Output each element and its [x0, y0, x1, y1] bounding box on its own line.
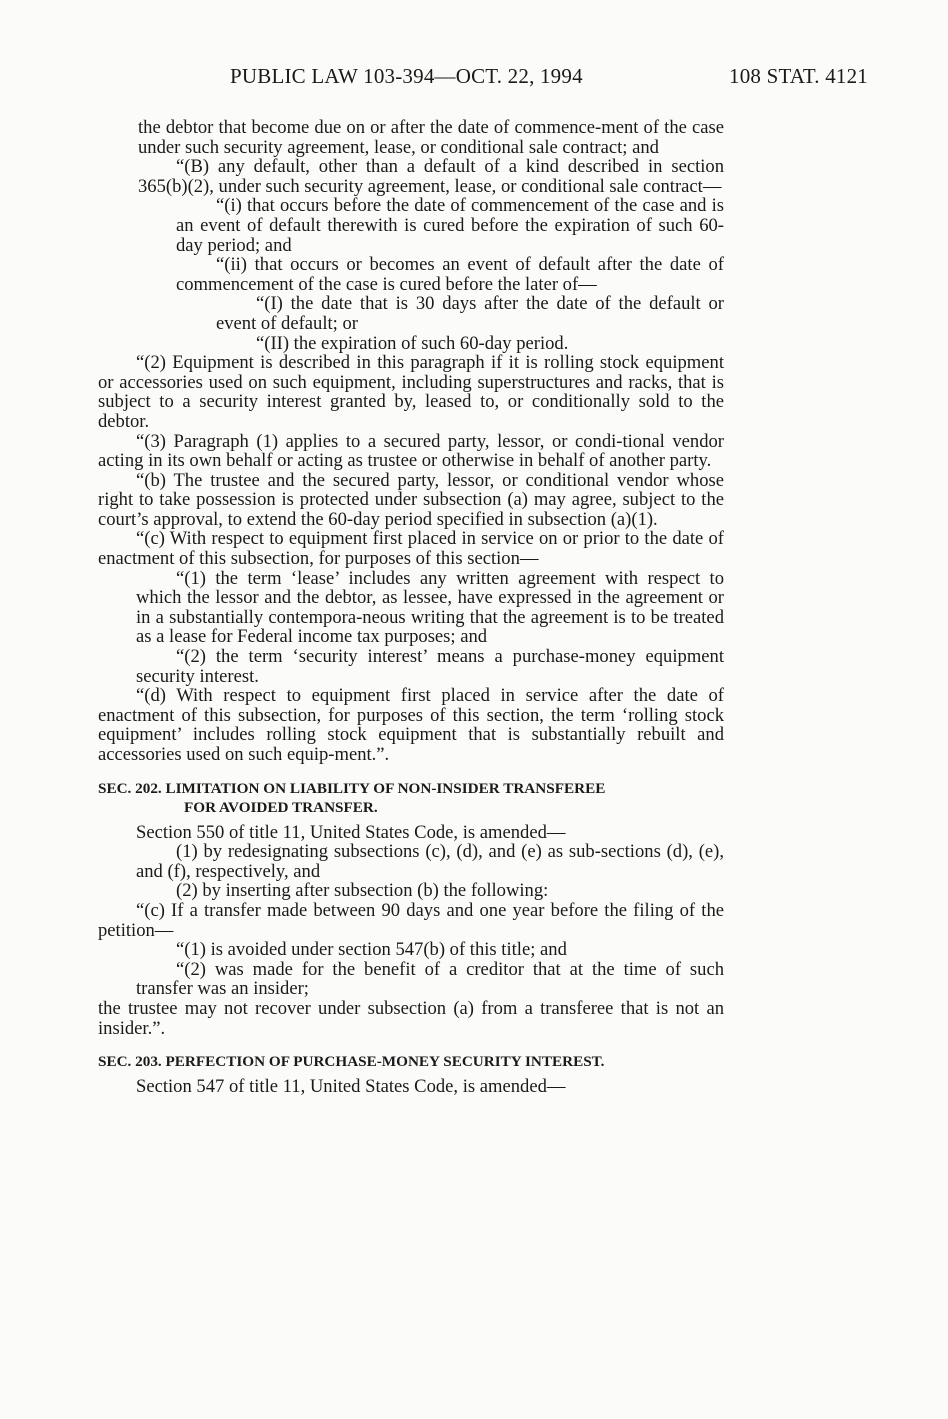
- paragraph: “(c) With respect to equipment first placed in service on or prior to the date of enactment of this subsection, for purposes of this section—: [98, 528, 724, 570]
- page-header: [230, 64, 868, 94]
- list-item: “(2) was made for the benefit of a creditor that at the time of such transfer was an insider;: [136, 958, 724, 1000]
- list-item: “(1) is avoided under section 547(b) of this title; and: [176, 939, 567, 961]
- section-intro: Section 547 of title 11, United States Code, is amended—: [136, 1076, 566, 1098]
- section-heading-202: SEC. 202. LIMITATION ON LIABILITY OF NON-INSIDER TRANSFEREE FOR AVOIDED TRANSFER.: [98, 779, 606, 816]
- list-item: (1) by redesignating subsections (c), (d), and (e) as sub-sections (d), (e), and (f), respectively, and: [136, 841, 724, 882]
- paragraph: “(ii) that occurs or becomes an event of default after the date of commencement of the case is cured before the later of—: [176, 254, 724, 295]
- paragraph: the debtor that become due on or after the date of commence-ment of the case under such security agreement, lease, or conditional sale contract; and: [138, 117, 724, 158]
- paragraph: “(b) The trustee and the secured party, lessor, or conditional vendor whose right to take possession is protected under subsection (a) may agree, subject to the court’s approval, to extend the 60-day period specified in subsection (a)(1).: [98, 469, 724, 530]
- paragraph: “(d) With respect to equipment first placed in service after the date of enactment of this subsection, for purposes of this section, the term ‘rolling stock equipment’ includes rolling stock equipment that is substantially rebuilt and accessories used on such equip-ment.”.: [98, 685, 724, 765]
- paragraph: the trustee may not recover under subsection (a) from a transferee that is not an insider.”.: [98, 997, 724, 1039]
- list-item: (2) by inserting after subsection (b) the following:: [176, 880, 549, 902]
- paragraph: “(B) any default, other than a default of a kind described in section 365(b)(2), under such security agreement, lease, or conditional sale contract—: [138, 156, 724, 197]
- body-text: [98, 118, 724, 1097]
- header-title: PUBLIC LAW 103-394—OCT. 22, 1994: [230, 64, 583, 88]
- paragraph: “(I) the date that is 30 days after the date of the default or event of default; or: [216, 293, 724, 334]
- paragraph: “(1) the term ‘lease’ includes any written agreement with respect to which the lessor and the debtor, as lessee, have expressed in the agreement or in a substantially contempora-neous writing that the agreement is to be treated as a lease for Federal income tax purposes; and: [136, 567, 724, 648]
- header-stat-citation: 108 STAT. 4121: [729, 64, 868, 88]
- paragraph: “(c) If a transfer made between 90 days and one year before the filing of the petition—: [98, 899, 724, 941]
- section-heading-203: SEC. 203. PERFECTION OF PURCHASE-MONEY SECURITY INTEREST.: [98, 1053, 605, 1071]
- paragraph: “(i) that occurs before the date of commencement of the case and is an event of default therewith is cured before the expiration of such 60-day period; and: [176, 195, 724, 256]
- paragraph: “(3) Paragraph (1) applies to a secured party, lessor, or condi-tional vendor acting in its own behalf or acting as trustee or otherwise in behalf of another party.: [98, 430, 724, 472]
- paragraph: “(2) Equipment is described in this paragraph if it is rolling stock equipment or accessories used on such equipment, including superstructures and racks, that is subject to a security interest granted by, leased to, or conditionally sold to the debtor.: [98, 352, 724, 432]
- section-intro: Section 550 of title 11, United States Code, is amended—: [136, 821, 566, 843]
- paragraph: “(II) the expiration of such 60-day period.: [256, 332, 569, 354]
- paragraph: “(2) the term ‘security interest’ means a purchase-money equipment security interest.: [136, 646, 724, 687]
